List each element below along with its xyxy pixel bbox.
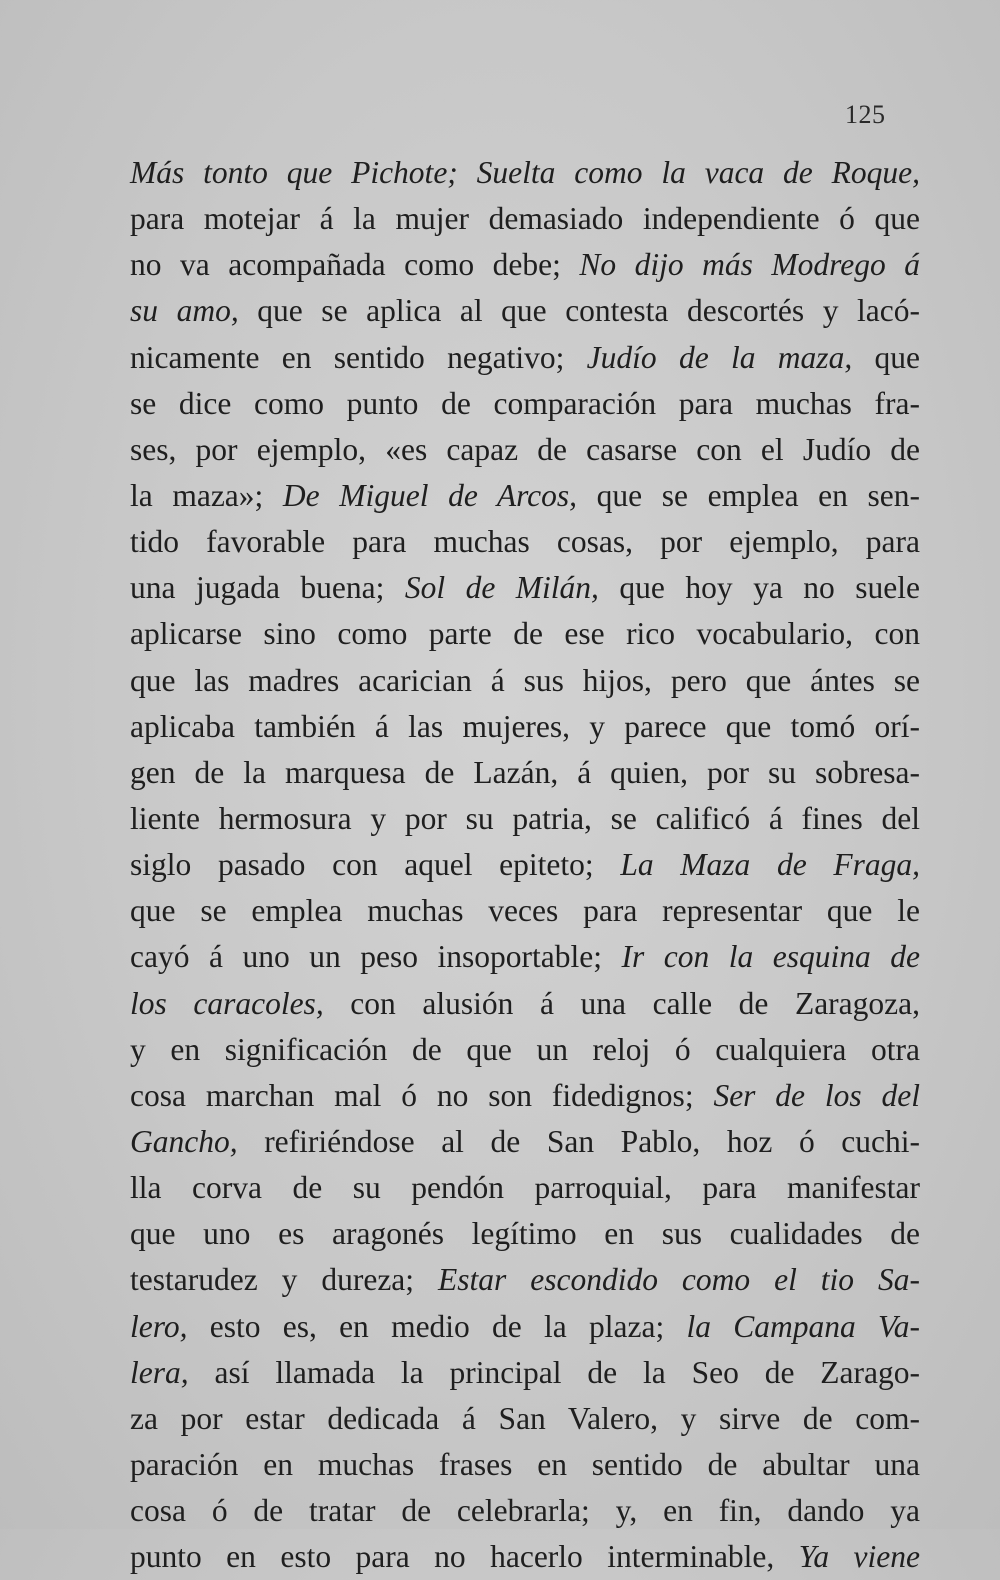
italic-phrase: No dijo más Modrego á bbox=[579, 247, 920, 283]
text-line bbox=[130, 1304, 920, 1350]
italic-phrase: Judío de la maza, bbox=[586, 339, 853, 375]
text-line bbox=[130, 934, 920, 980]
text-segment: cosa marchan mal ó no son fidedignos; bbox=[130, 1077, 714, 1113]
text-line bbox=[130, 473, 920, 519]
text-line bbox=[130, 565, 920, 611]
text-segment: esto es, en medio de la plaza; bbox=[187, 1308, 687, 1344]
text-segment: así llamada la principal de la Seo de Zarago- bbox=[188, 1354, 920, 1390]
text-line bbox=[130, 888, 920, 934]
text-segment: cosa ó de tratar de celebrarla; y, en fin, dando ya bbox=[130, 1493, 920, 1529]
text-line bbox=[130, 1488, 920, 1534]
text-segment: siglo pasado con aquel epiteto; bbox=[130, 847, 621, 883]
text-line bbox=[130, 1211, 920, 1257]
italic-phrase: Ya viene bbox=[798, 1539, 920, 1575]
italic-phrase: los caracoles, bbox=[130, 985, 324, 1021]
italic-phrase: Estar escondido como el tio Sa- bbox=[438, 1262, 920, 1298]
text-segment: que hoy ya no suele bbox=[598, 570, 920, 606]
text-segment: testarudez y dureza; bbox=[130, 1262, 438, 1298]
text-line bbox=[130, 1534, 920, 1580]
text-line bbox=[130, 1257, 920, 1303]
italic-phrase: la Campana Va- bbox=[686, 1308, 921, 1344]
text-line bbox=[130, 1073, 920, 1119]
text-segment: que se aplica al que contesta descortés y lacó- bbox=[238, 293, 920, 329]
italic-phrase: De Miguel de Arcos, bbox=[282, 477, 578, 513]
text-line bbox=[130, 796, 920, 842]
text-line bbox=[130, 1027, 920, 1073]
text-line bbox=[130, 658, 920, 704]
text-line bbox=[130, 1396, 920, 1442]
text-line bbox=[130, 704, 920, 750]
text-line bbox=[130, 981, 920, 1027]
text-line bbox=[130, 842, 920, 888]
text-segment: y en significación de que un reloj ó cualquiera otra bbox=[130, 1031, 920, 1067]
italic-phrase: Más tonto que Pichote; Suelta como la vaca de Roque, bbox=[130, 155, 920, 190]
text-segment: se dice como punto de comparación para muchas fra- bbox=[130, 385, 920, 421]
italic-phrase: Gancho, bbox=[130, 1123, 238, 1159]
italic-phrase: Ser de los del bbox=[713, 1077, 920, 1113]
text-segment: aplicarse sino como parte de ese rico vocabulario, con bbox=[130, 616, 920, 652]
text-segment: una jugada buena; bbox=[130, 570, 405, 606]
text-segment: gen de la marquesa de Lazán, á quien, por su sobresa- bbox=[130, 754, 920, 790]
body-text bbox=[130, 150, 920, 1580]
text-line bbox=[130, 288, 920, 334]
text-line bbox=[130, 1119, 920, 1165]
italic-phrase: La Maza de Fraga, bbox=[620, 847, 921, 883]
text-segment: za por estar dedicada á San Valero, y sirve de com- bbox=[130, 1400, 920, 1436]
text-segment: punto en esto para no hacerlo interminable, bbox=[130, 1539, 799, 1575]
text-segment: que bbox=[852, 339, 920, 375]
text-segment: con alusión á una calle de Zaragoza, bbox=[323, 985, 920, 1021]
text-line bbox=[130, 611, 920, 657]
text-segment: aplicaba también á las mujeres, y parece que tomó orí- bbox=[130, 708, 920, 744]
text-segment: para motejar á la mujer demasiado independiente ó que bbox=[130, 201, 920, 237]
text-segment: tido favorable para muchas cosas, por ejemplo, para bbox=[130, 524, 920, 560]
text-line bbox=[130, 335, 920, 381]
page-number: 125 bbox=[845, 100, 886, 129]
text-line bbox=[130, 1350, 920, 1396]
text-line bbox=[130, 1442, 920, 1488]
text-line bbox=[130, 427, 920, 473]
text-line bbox=[130, 519, 920, 565]
text-segment: que se emplea en sen- bbox=[577, 477, 920, 513]
text-segment: que uno es aragonés legítimo en sus cualidades de bbox=[130, 1216, 920, 1252]
text-segment: liente hermosura y por su patria, se calificó á fines del bbox=[130, 800, 920, 836]
text-line bbox=[130, 196, 920, 242]
text-line bbox=[130, 750, 920, 796]
text-segment: ses, por ejemplo, «es capaz de casarse con el Judío de bbox=[130, 431, 920, 467]
text-segment: no va acompañada como debe; bbox=[130, 247, 580, 283]
text-segment: refiriéndose al de San Pablo, hoz ó cuchi- bbox=[237, 1123, 920, 1159]
text-segment: cayó á uno un peso insoportable; bbox=[130, 939, 622, 975]
text-segment: que se emplea muchas veces para representar que le bbox=[130, 893, 920, 929]
text-line bbox=[130, 381, 920, 427]
text-segment: la maza»; bbox=[130, 477, 283, 513]
italic-phrase: lero, bbox=[130, 1308, 188, 1344]
text-segment: paración en muchas frases en sentido de abultar una bbox=[130, 1446, 920, 1482]
text-line bbox=[130, 1165, 920, 1211]
text-line bbox=[130, 242, 920, 288]
text-segment: que las madres acarician á sus hijos, pero que ántes se bbox=[130, 662, 920, 698]
text-line bbox=[130, 150, 920, 196]
italic-phrase: lera, bbox=[130, 1354, 189, 1390]
italic-phrase: su amo, bbox=[130, 293, 239, 329]
italic-phrase: Sol de Milán, bbox=[404, 570, 599, 606]
text-segment: lla corva de su pendón parroquial, para manifestar bbox=[130, 1170, 920, 1206]
italic-phrase: Ir con la esquina de bbox=[621, 939, 920, 975]
text-segment: nicamente en sentido negativo; bbox=[130, 339, 587, 375]
